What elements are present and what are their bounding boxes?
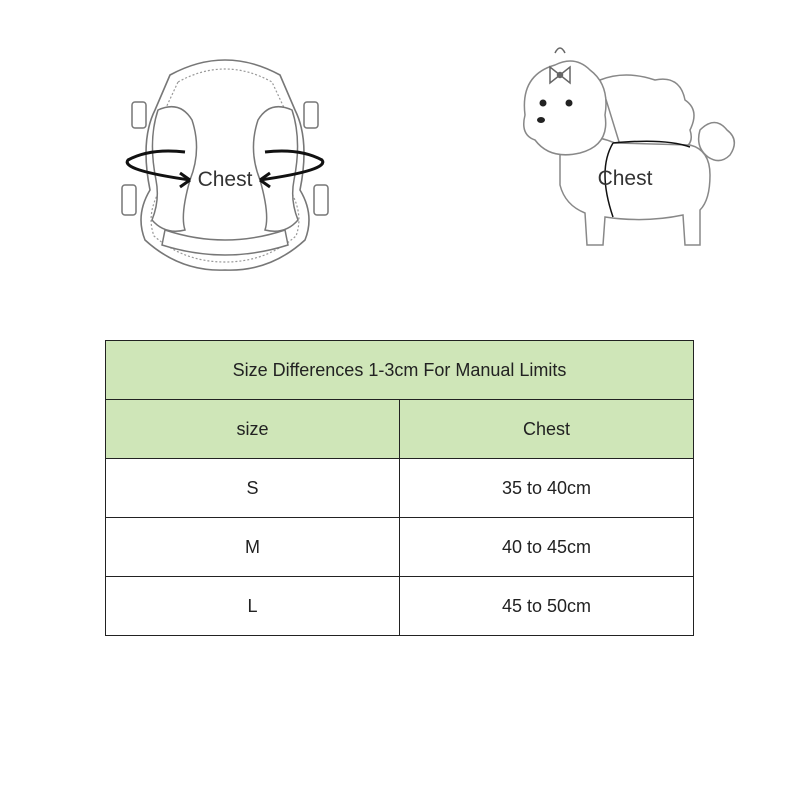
cell-size: S	[106, 459, 400, 518]
table-row	[106, 577, 694, 636]
dog-chest-label: Chest	[597, 167, 653, 190]
cell-size: L	[106, 577, 400, 636]
harness-illustration	[110, 40, 340, 280]
cell-chest: 40 to 45cm	[400, 518, 694, 577]
harness-chest-label: Chest	[197, 168, 253, 191]
table-title: Size Differences 1-3cm For Manual Limits	[106, 341, 694, 400]
table-row	[106, 518, 694, 577]
cell-size: M	[106, 518, 400, 577]
dog-illustration	[505, 35, 745, 265]
dog-drawing	[505, 35, 745, 265]
cell-chest: 35 to 40cm	[400, 459, 694, 518]
table-row	[106, 459, 694, 518]
cell-chest: 45 to 50cm	[400, 577, 694, 636]
header-chest: Chest	[400, 400, 694, 459]
table-header-row	[106, 400, 694, 459]
harness-drawing	[110, 40, 340, 280]
table-title-row	[106, 341, 694, 400]
size-chart-table	[105, 340, 694, 636]
header-size: size	[106, 400, 400, 459]
